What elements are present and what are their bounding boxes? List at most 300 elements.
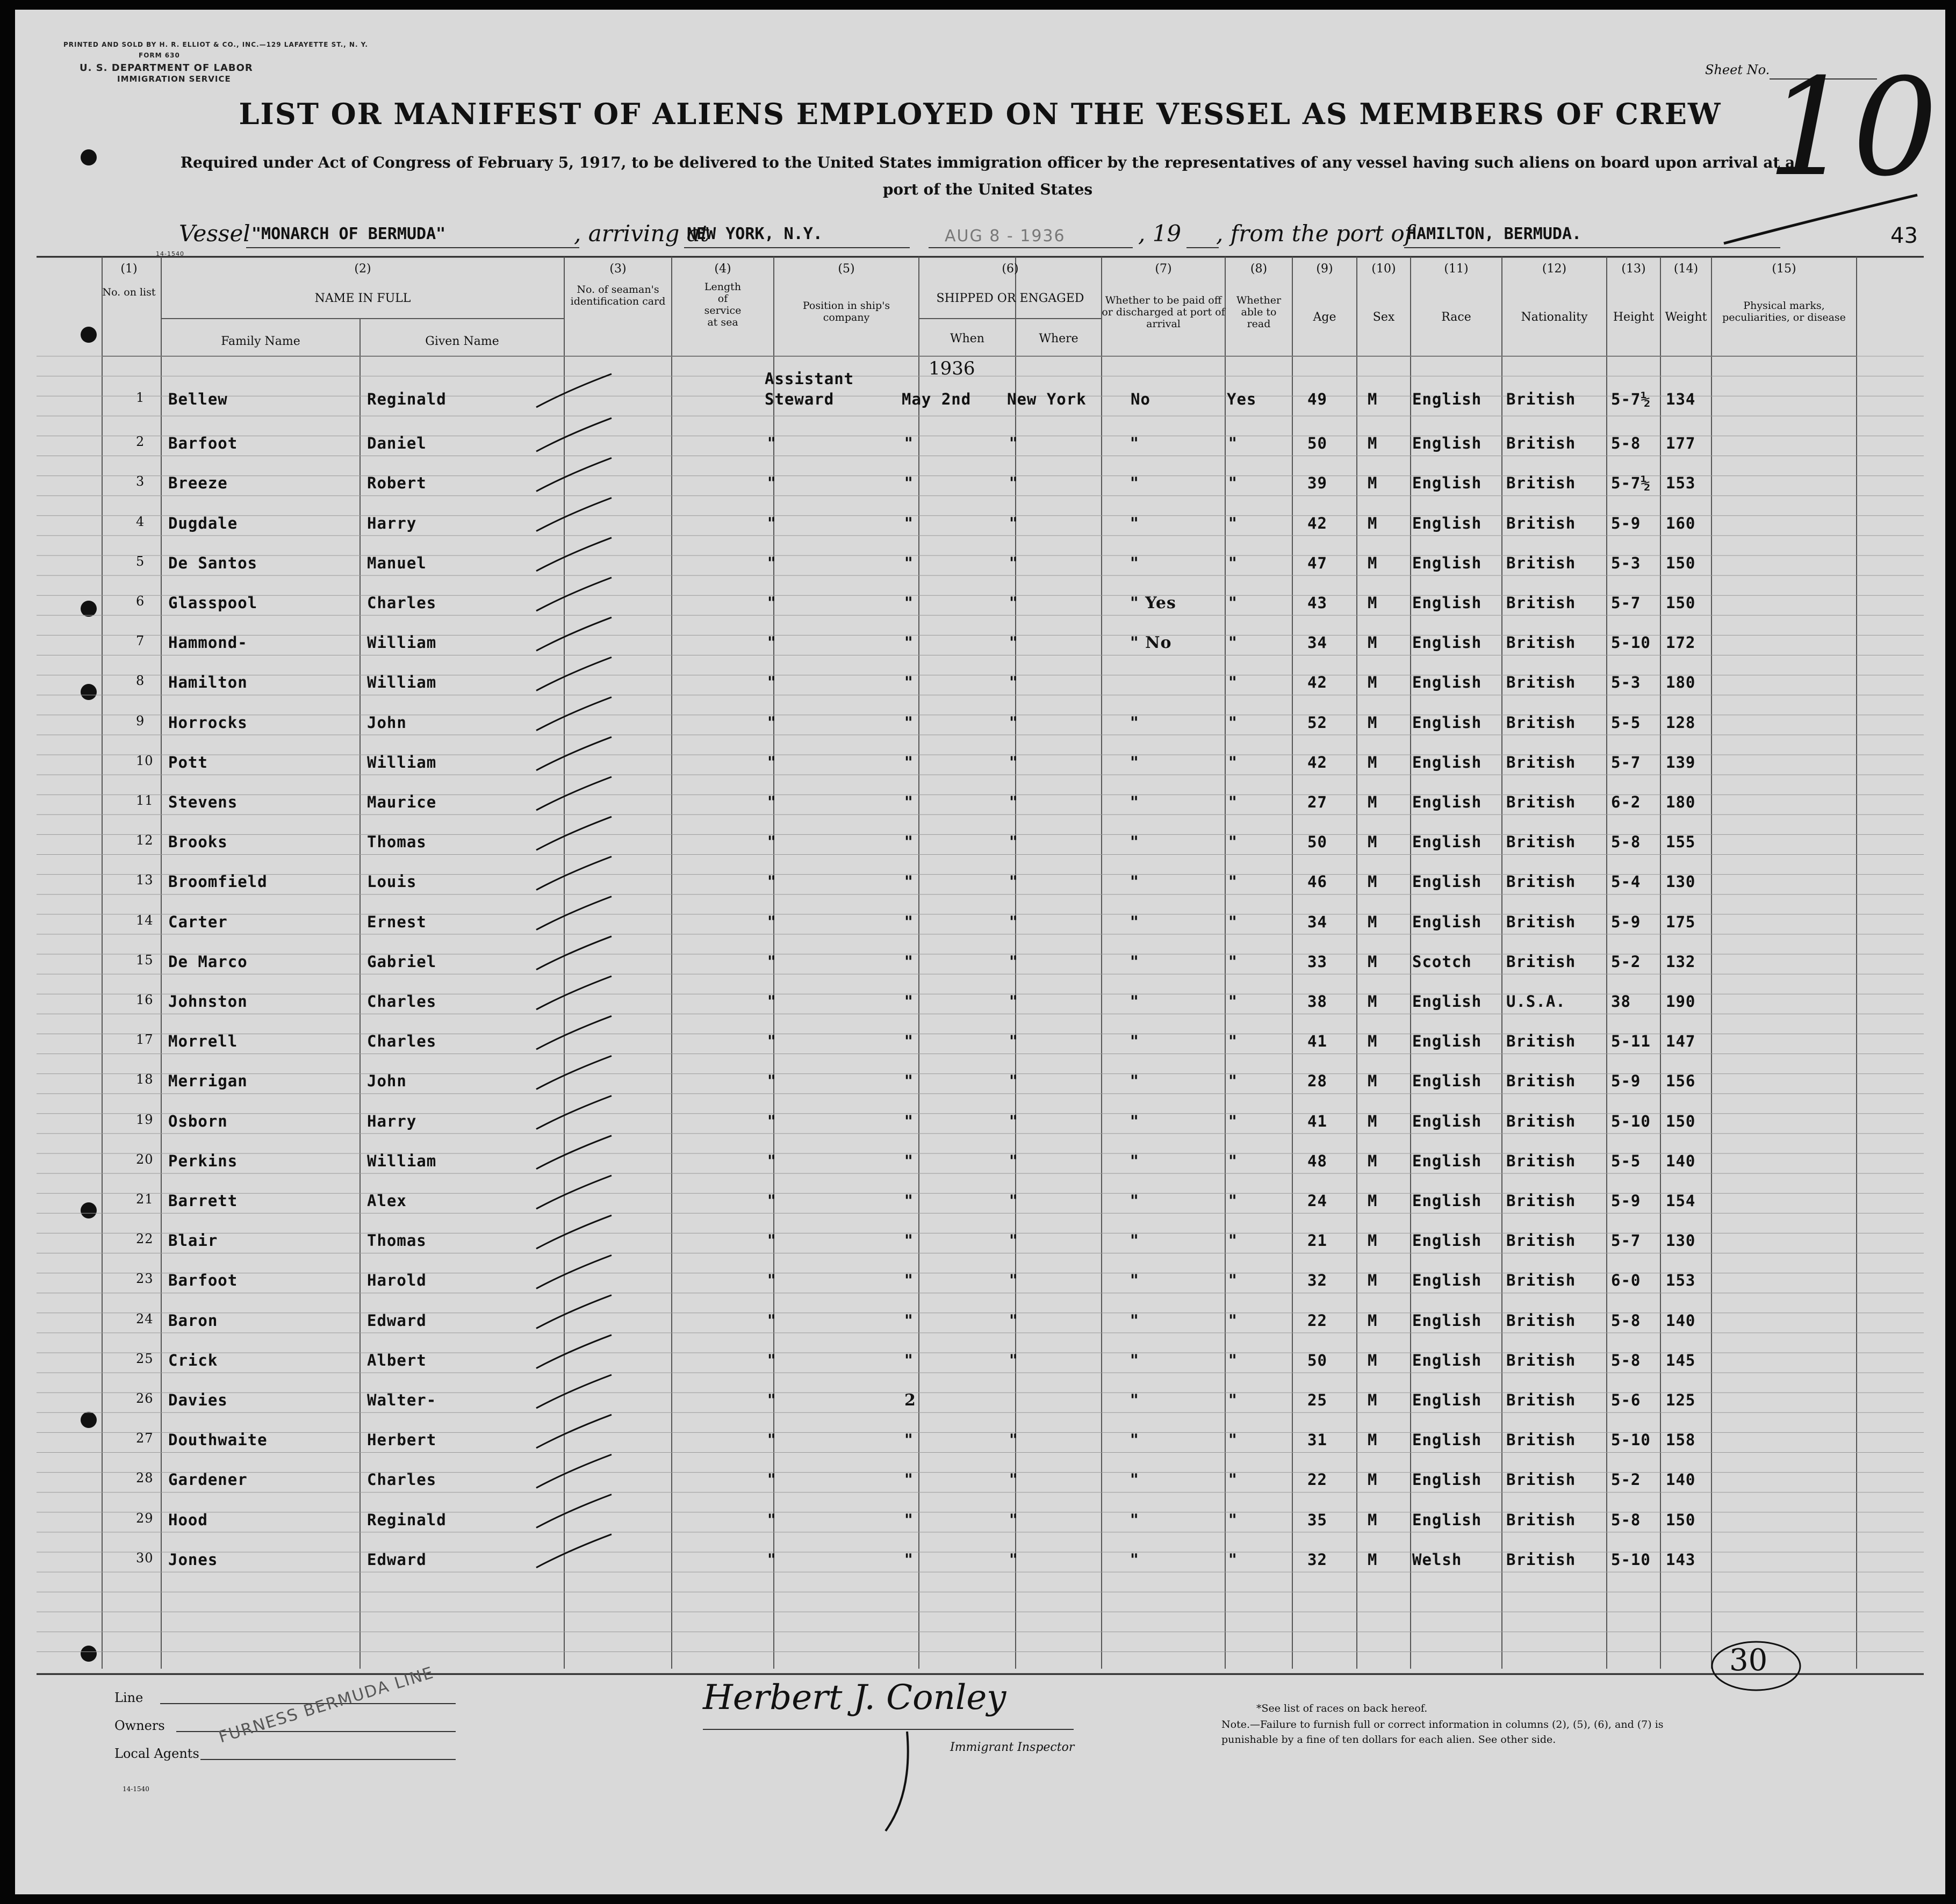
- given-name: Reginald: [367, 1510, 447, 1529]
- weight: 160: [1666, 514, 1696, 532]
- age: 48: [1307, 1151, 1327, 1170]
- age: 52: [1307, 713, 1327, 732]
- age: 24: [1307, 1192, 1327, 1210]
- age: 25: [1307, 1391, 1327, 1409]
- age: 50: [1307, 434, 1327, 453]
- race: English: [1412, 912, 1482, 931]
- shipped-year: 1936: [929, 358, 975, 379]
- row-number: 13: [136, 872, 154, 888]
- age: 42: [1307, 753, 1327, 771]
- family-name: Glasspool: [168, 594, 258, 612]
- age: 21: [1307, 1231, 1327, 1250]
- weight: 175: [1666, 912, 1696, 931]
- row-number: 11: [136, 793, 154, 808]
- weight: 150: [1666, 553, 1696, 572]
- nationality: British: [1506, 1271, 1576, 1290]
- position: ": [767, 594, 776, 612]
- weight: 128: [1666, 713, 1696, 732]
- sex: M: [1368, 514, 1378, 532]
- family-name: Barfoot: [168, 1271, 238, 1290]
- nationality: British: [1506, 474, 1576, 493]
- col7-num: (7): [1155, 262, 1172, 276]
- age: 41: [1307, 1032, 1327, 1051]
- family-name: Bellew: [168, 390, 228, 408]
- form-number: FORM 630: [139, 52, 180, 59]
- race: English: [1412, 1151, 1482, 1170]
- able-to-read: ": [1228, 514, 1238, 533]
- col13-header: Height: [1613, 311, 1655, 324]
- row-number: 17: [136, 1032, 154, 1048]
- given-name-header: Given Name: [425, 335, 499, 348]
- age: 50: [1307, 1351, 1327, 1369]
- able-to-read: ": [1228, 1072, 1238, 1091]
- col11-num: (11): [1444, 262, 1469, 276]
- given-name: Robert: [367, 474, 427, 493]
- nationality: British: [1506, 1431, 1576, 1449]
- weight: 150: [1666, 1112, 1696, 1130]
- arriving-port: NEW YORK, N.Y.: [687, 225, 823, 243]
- position: ": [767, 1431, 776, 1450]
- position: ": [767, 912, 776, 932]
- date-stamp: AUG 8 - 1936: [945, 227, 1066, 246]
- col15-num: (15): [1772, 262, 1796, 276]
- sex: M: [1368, 1351, 1378, 1369]
- height: 5-6: [1611, 1391, 1641, 1409]
- race: English: [1412, 1470, 1482, 1489]
- paid-off: ": [1130, 1470, 1139, 1490]
- shipped-where: ": [1009, 1470, 1018, 1490]
- weight: 150: [1666, 594, 1696, 612]
- able-to-read: ": [1228, 872, 1238, 892]
- race: English: [1412, 1231, 1482, 1250]
- family-name: Blair: [168, 1231, 218, 1250]
- race: English: [1412, 1351, 1482, 1369]
- given-name: Edward: [367, 1311, 427, 1330]
- age: 38: [1307, 992, 1327, 1011]
- weight: 147: [1666, 1032, 1696, 1051]
- able-to-read: ": [1228, 474, 1238, 493]
- given-name: Reginald: [367, 390, 447, 408]
- paid-off: ": [1130, 1431, 1139, 1450]
- row-number: 23: [136, 1271, 154, 1287]
- shipped-where: ": [1009, 952, 1018, 971]
- row-number: 10: [136, 753, 154, 768]
- sex: M: [1368, 1510, 1378, 1529]
- row-number: 6: [136, 594, 145, 609]
- inspector-underline: [703, 1729, 1074, 1730]
- given-name: Charles: [367, 1470, 437, 1489]
- nationality: British: [1506, 1351, 1576, 1369]
- page-title: LIST OR MANIFEST OF ALIENS EMPLOYED ON THE VESSEL AS MEMBERS OF CREW: [239, 97, 1722, 131]
- given-name: Edward: [367, 1550, 427, 1569]
- family-name: Hammond-: [168, 633, 248, 652]
- sex: M: [1368, 1431, 1378, 1449]
- height: 5-7½: [1611, 390, 1651, 408]
- given-name: Harry: [367, 514, 417, 532]
- age: 39: [1307, 474, 1327, 493]
- able-to-read: ": [1228, 1550, 1238, 1569]
- nationality: British: [1506, 793, 1576, 811]
- sex: M: [1368, 1470, 1378, 1489]
- sex: M: [1368, 793, 1378, 811]
- row-number: 18: [136, 1072, 154, 1087]
- family-name: Stevens: [168, 793, 238, 811]
- given-name: Thomas: [367, 1231, 427, 1250]
- weight: 139: [1666, 753, 1696, 771]
- company-stamp: FURNESS BERMUDA LINE: [217, 1663, 436, 1747]
- able-to-read: ": [1228, 1112, 1238, 1131]
- sex: M: [1368, 594, 1378, 612]
- nationality: British: [1506, 1072, 1576, 1091]
- able-to-read: ": [1228, 673, 1238, 693]
- shipped-when: ": [904, 753, 914, 772]
- position: ": [767, 1151, 776, 1171]
- height: 5-9: [1611, 1192, 1641, 1210]
- height: 5-8: [1611, 434, 1641, 453]
- col2-header: NAME IN FULL: [314, 292, 411, 305]
- weight: 140: [1666, 1151, 1696, 1170]
- weight: 155: [1666, 833, 1696, 852]
- race: English: [1412, 793, 1482, 811]
- paid-off: ": [1130, 1271, 1139, 1290]
- row-number: 16: [136, 992, 154, 1007]
- given-name: Gabriel: [367, 952, 437, 971]
- weight: 134: [1666, 390, 1696, 408]
- height: 6-0: [1611, 1271, 1641, 1290]
- family-name: Osborn: [168, 1112, 228, 1130]
- shipped-where: ": [1009, 1311, 1018, 1330]
- able-to-read: ": [1228, 1311, 1238, 1330]
- position: ": [767, 1032, 776, 1051]
- shipped-when: ": [904, 1271, 914, 1290]
- shipped-when: ": [904, 713, 914, 732]
- race: English: [1412, 553, 1482, 572]
- height: 5-4: [1611, 872, 1641, 891]
- manifest-sheet: [15, 10, 1945, 1894]
- position: ": [767, 474, 776, 493]
- race: English: [1412, 1510, 1482, 1529]
- position: ": [767, 1112, 776, 1131]
- weight: 125: [1666, 1391, 1696, 1409]
- shipped-where-first: New York: [1007, 390, 1087, 408]
- row-number: 30: [136, 1550, 154, 1566]
- inspector-label: Immigrant Inspector: [950, 1741, 1075, 1754]
- where-header: Where: [1039, 332, 1078, 345]
- able-to-read: ": [1228, 912, 1238, 932]
- height: 5-11: [1611, 1032, 1651, 1051]
- family-name: Horrocks: [168, 713, 248, 732]
- age: 22: [1307, 1311, 1327, 1330]
- given-name: Harry: [367, 1112, 417, 1130]
- able-to-read: ": [1228, 1151, 1238, 1171]
- shipped-where: ": [1009, 553, 1018, 573]
- row-number: 1: [136, 390, 145, 405]
- shipped-where: ": [1009, 474, 1018, 493]
- age: 50: [1307, 833, 1327, 852]
- family-name: Brooks: [168, 833, 228, 852]
- col9-header: Age: [1313, 311, 1336, 324]
- weight: 180: [1666, 673, 1696, 692]
- shipped-when: ": [904, 1470, 914, 1490]
- family-name: Barrett: [168, 1192, 238, 1210]
- race: English: [1412, 633, 1482, 652]
- shipped-where: ": [1009, 434, 1018, 453]
- shipped-when: 2: [904, 1391, 916, 1410]
- shipped-when: ": [904, 833, 914, 852]
- nationality: British: [1506, 1151, 1576, 1170]
- paid-off: ": [1130, 1391, 1139, 1410]
- sex: M: [1368, 474, 1378, 493]
- able-to-read: ": [1228, 1391, 1238, 1410]
- row-number: 5: [136, 553, 145, 569]
- race: English: [1412, 474, 1482, 493]
- paid-off: ": [1130, 474, 1139, 493]
- sex: M: [1368, 753, 1378, 771]
- able-to-read: ": [1228, 833, 1238, 852]
- given-name: Louis: [367, 872, 417, 891]
- shipped-when: ": [904, 1151, 914, 1171]
- age: 32: [1307, 1550, 1327, 1569]
- nationality: British: [1506, 952, 1576, 971]
- height: 5-2: [1611, 952, 1641, 971]
- race: English: [1412, 872, 1482, 891]
- family-name: Barfoot: [168, 434, 238, 453]
- position: ": [767, 1391, 776, 1410]
- given-name: Harold: [367, 1271, 427, 1290]
- shipped-when: ": [904, 633, 914, 653]
- family-name: Davies: [168, 1391, 228, 1409]
- able-to-read: ": [1228, 1032, 1238, 1051]
- age: 33: [1307, 952, 1327, 971]
- shipped-where: ": [1009, 1112, 1018, 1131]
- family-name: Carter: [168, 912, 228, 931]
- paid-off: ": [1130, 912, 1139, 932]
- race: English: [1412, 1072, 1482, 1091]
- race: English: [1412, 713, 1482, 732]
- height: 5-2: [1611, 1470, 1641, 1489]
- height: 5-5: [1611, 713, 1641, 732]
- position: ": [767, 514, 776, 533]
- shipped-where: ": [1009, 833, 1018, 852]
- race: English: [1412, 673, 1482, 692]
- family-name: Morrell: [168, 1032, 238, 1051]
- sex: M: [1368, 1271, 1378, 1290]
- age: 35: [1307, 1510, 1327, 1529]
- sex: M: [1368, 952, 1378, 971]
- given-name: Charles: [367, 1032, 437, 1051]
- race: English: [1412, 753, 1482, 771]
- age: 47: [1307, 553, 1327, 572]
- family-name: De Marco: [168, 952, 248, 971]
- shipped-when: ": [904, 1431, 914, 1450]
- family-name: Dugdale: [168, 514, 238, 532]
- row-number: 2: [136, 434, 145, 450]
- height: 5-3: [1611, 553, 1641, 572]
- race: English: [1412, 1032, 1482, 1051]
- given-name: John: [367, 713, 407, 732]
- total-count: 30: [1729, 1643, 1768, 1678]
- shipped-when: ": [904, 673, 914, 693]
- nationality: British: [1506, 514, 1576, 532]
- shipped-where: ": [1009, 514, 1018, 533]
- col8-header: Whether able to read: [1236, 294, 1282, 330]
- sex: M: [1368, 713, 1378, 732]
- age: 43: [1307, 594, 1327, 612]
- paid-off: ": [1130, 1032, 1139, 1051]
- able-to-read: ": [1228, 992, 1238, 1011]
- shipped-when: ": [904, 553, 914, 573]
- sex: M: [1368, 390, 1378, 408]
- race: Scotch: [1412, 952, 1472, 971]
- shipped-where: ": [1009, 992, 1018, 1011]
- year-label: , 19: [1138, 220, 1182, 247]
- col7-header: Whether to be paid off or discharged at port of arrival: [1102, 294, 1225, 330]
- sex: M: [1368, 912, 1378, 931]
- height: 5-9: [1611, 1072, 1641, 1091]
- shipped-where: ": [1009, 1271, 1018, 1290]
- age: 22: [1307, 1470, 1327, 1489]
- position: ": [767, 1510, 776, 1530]
- position: ": [767, 952, 776, 971]
- family-name-header: Family Name: [221, 335, 300, 348]
- position: ": [767, 1271, 776, 1290]
- family-name: Hamilton: [168, 673, 248, 692]
- able-read-first: Yes: [1227, 390, 1257, 408]
- shipped-when: ": [904, 1311, 914, 1330]
- weight: 172: [1666, 633, 1696, 652]
- nationality: British: [1506, 1311, 1576, 1330]
- family-name: Pott: [168, 753, 208, 771]
- shipped-where: ": [1009, 912, 1018, 932]
- sex: M: [1368, 1072, 1378, 1091]
- shipped-where: ": [1009, 753, 1018, 772]
- shipped-when: ": [904, 434, 914, 453]
- given-name: Maurice: [367, 793, 437, 811]
- height: 5-8: [1611, 1311, 1641, 1330]
- penalty-note: Note.—Failure to furnish full or correct information in columns (2), (5), (6), and (7) is punishable by a fine of ten dollars for each alien. See other side.: [1221, 1719, 1664, 1746]
- shipped-when: ": [904, 872, 914, 892]
- sheet-no-label: Sheet No.: [1705, 62, 1770, 77]
- from-port: HAMILTON, BERMUDA.: [1407, 225, 1582, 243]
- paid-off: ": [1130, 1151, 1139, 1171]
- shipped-when: ": [904, 1231, 914, 1251]
- shipped-when: ": [904, 1072, 914, 1091]
- shipped-when: ": [904, 912, 914, 932]
- height: 5-5: [1611, 1151, 1641, 1170]
- shipped-where: ": [1009, 1351, 1018, 1370]
- age: 42: [1307, 673, 1327, 692]
- nationality: British: [1506, 594, 1576, 612]
- given-name: Manuel: [367, 553, 427, 572]
- col14-header: Weight: [1665, 311, 1707, 324]
- able-to-read: ": [1228, 1231, 1238, 1251]
- weight: 153: [1666, 1271, 1696, 1290]
- nationality: British: [1506, 390, 1576, 408]
- age: 31: [1307, 1431, 1327, 1449]
- given-name: Alex: [367, 1192, 407, 1210]
- family-name: Broomfield: [168, 872, 268, 891]
- able-to-read: ": [1228, 434, 1238, 453]
- shipped-when: ": [904, 793, 914, 812]
- col4-num: (4): [714, 262, 731, 276]
- row-number: 4: [136, 514, 145, 529]
- race: English: [1412, 390, 1482, 408]
- sex: M: [1368, 872, 1378, 891]
- weight: 153: [1666, 474, 1696, 493]
- nationality: British: [1506, 1231, 1576, 1250]
- age: 49: [1307, 390, 1327, 408]
- able-to-read: ": [1228, 1192, 1238, 1210]
- position: ": [767, 1231, 776, 1251]
- given-name: Walter-: [367, 1391, 437, 1409]
- age: 27: [1307, 793, 1327, 811]
- height: 5-9: [1611, 912, 1641, 931]
- position: ": [767, 434, 776, 453]
- col4-header: Length of service at sea: [704, 281, 742, 328]
- col2-num: (2): [354, 262, 371, 276]
- given-name: Albert: [367, 1351, 427, 1369]
- row-number: 21: [136, 1192, 154, 1207]
- vessel-label: Vessel: [179, 220, 250, 247]
- sex: M: [1368, 1231, 1378, 1250]
- col6-header: SHIPPED OR ENGAGED: [936, 292, 1084, 305]
- paid-off: ": [1130, 1550, 1139, 1569]
- nationality: British: [1506, 434, 1576, 453]
- shipped-when: ": [904, 992, 914, 1011]
- sex: M: [1368, 1192, 1378, 1210]
- position-line1: Assistant: [765, 370, 854, 388]
- race: English: [1412, 1391, 1482, 1409]
- weight: 156: [1666, 1072, 1696, 1091]
- shipped-where: ": [1009, 1510, 1018, 1530]
- age: 46: [1307, 872, 1327, 891]
- nationality: British: [1506, 872, 1576, 891]
- shipped-where: ": [1009, 1550, 1018, 1569]
- sex: M: [1368, 673, 1378, 692]
- age: 34: [1307, 633, 1327, 652]
- family-name: Hood: [168, 1510, 208, 1529]
- page-subtitle: Required under Act of Congress of February 5, 1917, to be delivered to the United States immigration officer by the representatives of any vessel having such aliens on board upon arrival at a port of the United States: [180, 154, 1795, 198]
- col1-num: (1): [120, 262, 138, 276]
- height: 5-10: [1611, 1431, 1651, 1449]
- row-number: 28: [136, 1470, 154, 1486]
- paid-off: ": [1130, 1231, 1139, 1251]
- able-to-read: ": [1228, 594, 1238, 612]
- given-name: Herbert: [367, 1431, 437, 1449]
- sex: M: [1368, 1112, 1378, 1130]
- able-to-read: ": [1228, 553, 1238, 573]
- agents-underline: [200, 1759, 456, 1760]
- family-name: Breeze: [168, 474, 228, 493]
- from-port-label: , from the port of: [1216, 220, 1413, 247]
- able-to-read: ": [1228, 1431, 1238, 1450]
- paid-off: ": [1130, 1351, 1139, 1370]
- weight: 140: [1666, 1311, 1696, 1330]
- weight: 130: [1666, 1231, 1696, 1250]
- weight: 158: [1666, 1431, 1696, 1449]
- agents-label: Local Agents: [114, 1746, 199, 1761]
- nationality: British: [1506, 1032, 1576, 1051]
- sex: M: [1368, 1032, 1378, 1051]
- paid-off: ": [1130, 793, 1139, 812]
- paid-off: ": [1130, 434, 1139, 453]
- family-name: De Santos: [168, 553, 258, 572]
- shipped-where: ": [1009, 1231, 1018, 1251]
- shipped-where: ": [1009, 713, 1018, 732]
- row-number: 25: [136, 1351, 154, 1366]
- row-number: 7: [136, 633, 145, 649]
- owners-label: Owners: [114, 1718, 165, 1733]
